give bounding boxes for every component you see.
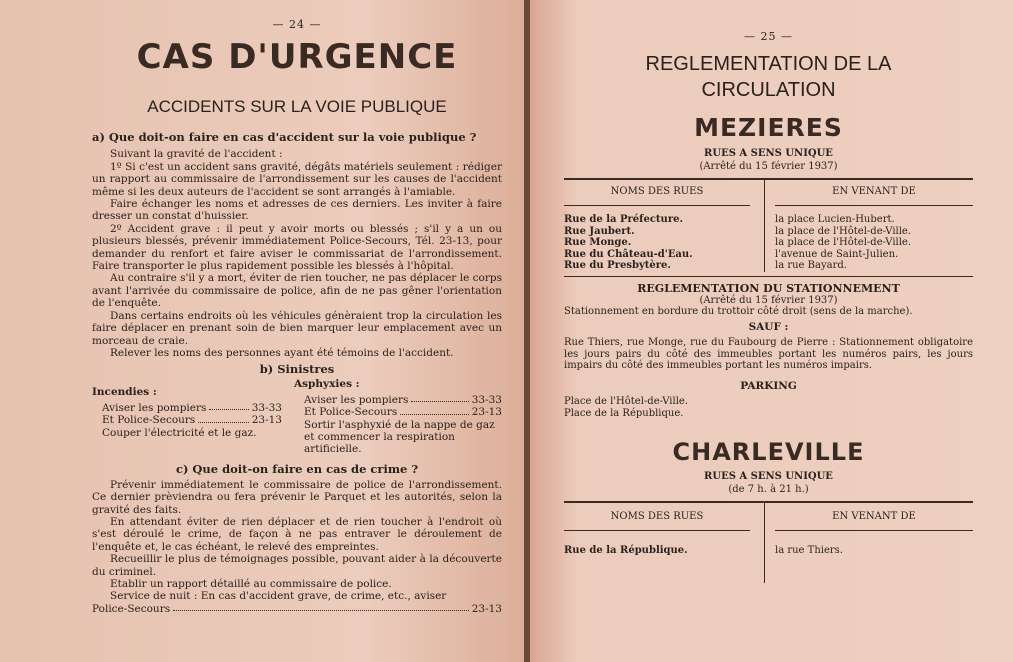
instruction: Sortir l'asphyxié de la nappe de gaz et commencer la respiration artificielle. xyxy=(304,418,495,456)
phone-number: 23-13 xyxy=(471,602,502,615)
street-name: Rue de la République. xyxy=(564,544,688,556)
direction-name: la place Lucien-Hubert. xyxy=(775,214,895,225)
sinistres-columns xyxy=(92,378,502,455)
decree-note: (Arrêté du 15 février 1937) xyxy=(699,294,838,306)
phone-number: 33-33 xyxy=(251,401,282,414)
direction-name: la rue Bayard. xyxy=(775,260,847,271)
phone-label: Et Police-Secours xyxy=(304,406,398,419)
direction-name: l'avenue de Saint-Julien. xyxy=(775,248,899,260)
street-list xyxy=(564,206,764,272)
instruction: Couper l'électricité et le gaz. xyxy=(102,426,257,439)
decree-note: (Arrêté du 15 février 1937) xyxy=(699,161,838,172)
paragraph: Rue Thiers, rue Monge, rue du Faubourg de Pierre : Stationnement obligatoire les jours pairs du côté des immeubles portant les numéros pairs, les jours impairs du côté des immeubles portant les numéros impairs. xyxy=(564,337,973,371)
street-name: Rue Monge. xyxy=(564,237,632,248)
phone-number: 23-13 xyxy=(471,406,502,419)
right-page xyxy=(530,0,1013,662)
page-title: CAS D'URGENCE xyxy=(136,37,458,77)
page-number: — 24 — xyxy=(272,18,322,31)
paragraph: Prévenir immédiatement le commissaire de police de l'arrondissement. Ce dernier prèviendra ou fera prévenir le Parquet et les autorités, selon la gravité des faits. xyxy=(92,478,502,516)
direction-list xyxy=(765,206,973,272)
page-number: — 25 — xyxy=(744,30,793,43)
parking-list xyxy=(564,396,973,420)
phone-row xyxy=(102,402,282,414)
section-heading: RUES A SENS UNIQUE xyxy=(704,470,833,482)
phone-number: 33-33 xyxy=(471,393,502,406)
title-line: REGLEMENTATION DE LA xyxy=(645,53,892,75)
direction-name: la rue Thiers. xyxy=(775,544,843,556)
section-heading: RUES A SENS UNIQUE xyxy=(704,148,833,159)
paragraph: Stationnement en bordure du trottoir côté droit (sens de la marche). xyxy=(564,305,913,317)
paragraph: Service de nuit : En cas d'accident grave, de crime, etc., aviser xyxy=(110,590,447,603)
paragraph: En attendant éviter de rien déplacer et de rien toucher à l'endroit où s'est déroulé le crime, de façon à ne pas entraver le déroulement de l'enquête et, le cas échéant, le relevé des empreintes. xyxy=(92,515,502,553)
parking-heading: PARKING xyxy=(740,379,797,392)
street-name: Rue du Presbytère. xyxy=(564,260,671,271)
column-header: EN VENANT DE xyxy=(775,503,973,531)
paragraph: Dans certains endroits où les véhicules génèraient trop la circulation les faire déplacer en prenant soin de bien marquer leur emplacement avec un morceau de craie. xyxy=(92,309,502,347)
hours-note: (de 7 h. à 21 h.) xyxy=(728,483,809,495)
parking-item: Place de la République. xyxy=(564,407,684,419)
table-bottom-rule xyxy=(564,276,973,277)
phone-label: Police-Secours xyxy=(92,602,171,615)
street-name: Rue de la Préfecture. xyxy=(564,214,683,225)
phone-row xyxy=(92,603,502,615)
paragraph: 2º Accident grave : il peut y avoir morts ou blessés ; s'il y a un ou plusieurs blessés, prévenir immédiatement Police-Secours, Tél. 23-13, pour demander du renfort et faire aviser le commissariat de l'arrondissement. Faire transporter le plus rapidement possible les blessés à l'hôpital. xyxy=(92,222,502,273)
street-name: Rue Jaubert. xyxy=(564,225,635,237)
column-header: NOMS DES RUES xyxy=(564,180,750,206)
sauf-heading: SAUF : xyxy=(748,321,789,333)
phone-number: 23-13 xyxy=(251,414,282,427)
parking-item: Place de l'Hôtel-de-Ville. xyxy=(564,395,688,407)
paragraph: Relever les noms des personnes ayant été témoins de l'accident. xyxy=(110,346,454,359)
phone-label: Aviser les pompiers xyxy=(304,393,409,406)
column-header: EN VENANT DE xyxy=(775,180,973,206)
street-table xyxy=(564,180,973,272)
column-header: NOMS DES RUES xyxy=(564,503,750,531)
phone-row xyxy=(102,414,282,426)
phone-row xyxy=(304,394,502,406)
phone-label: Et Police-Secours xyxy=(102,414,196,427)
page-title xyxy=(564,51,973,103)
asphyxies-title: Asphyxies : xyxy=(294,378,360,391)
incendies-block xyxy=(92,378,282,455)
paragraph: 1º Si c'est un accident sans gravité, dégâts matériels seulement : rédiger un rapport au commissaire de l'arrondissement sur les causes de l'accident même si les deux auteurs de l'accident se sont arrangés à l'amiable. xyxy=(92,160,502,198)
phone-row xyxy=(304,406,502,418)
section-heading: REGLEMENTATION DU STATIONNEMENT xyxy=(637,281,900,295)
paragraph: Recueillir le plus de témoignages possible, pouvant aider à la découverte du criminel. xyxy=(92,553,502,578)
direction-column xyxy=(765,180,973,272)
streets-column xyxy=(564,503,765,583)
title-line: CIRCULATION xyxy=(701,79,836,101)
direction-name: la place de l'Hôtel-de-Ville. xyxy=(775,237,912,248)
direction-column xyxy=(765,503,973,583)
streets-column xyxy=(564,180,765,272)
paragraph: Au contraire s'il y a mort, éviter de rien toucher, ne pas déplacer le corps avant l'arrivée du commissaire de police, afin de ne pas gêner l'orientation de l'enquête. xyxy=(92,272,502,310)
section-b-heading: b) Sinistres xyxy=(259,362,335,377)
section-a-heading: a) Que doit-on faire en cas d'accident sur la voie publique ? xyxy=(92,130,477,144)
asphyxies-block xyxy=(294,378,502,455)
direction-name: la place de l'Hôtel-de-Ville. xyxy=(775,225,912,237)
paragraph: Etablir un rapport détaillé au commissaire de police. xyxy=(110,578,392,590)
incendies-title: Incendies : xyxy=(92,386,157,399)
phone-label: Aviser les pompiers xyxy=(102,401,207,414)
city-heading: MEZIERES xyxy=(694,113,843,142)
street-name: Rue du Château-d'Eau. xyxy=(564,248,693,260)
subtitle: ACCIDENTS SUR LA VOIE PUBLIQUE xyxy=(147,97,447,116)
paragraph: Faire échanger les noms et adresses de ces derniers. Les inviter à faire dresser un constat d'huissier. xyxy=(92,198,502,223)
section-c-heading: c) Que doit-on faire en cas de crime ? xyxy=(175,461,419,476)
street-table xyxy=(564,503,973,583)
city-heading: CHARLEVILLE xyxy=(672,437,865,466)
paragraph: Suivant la gravité de l'accident : xyxy=(110,148,283,161)
